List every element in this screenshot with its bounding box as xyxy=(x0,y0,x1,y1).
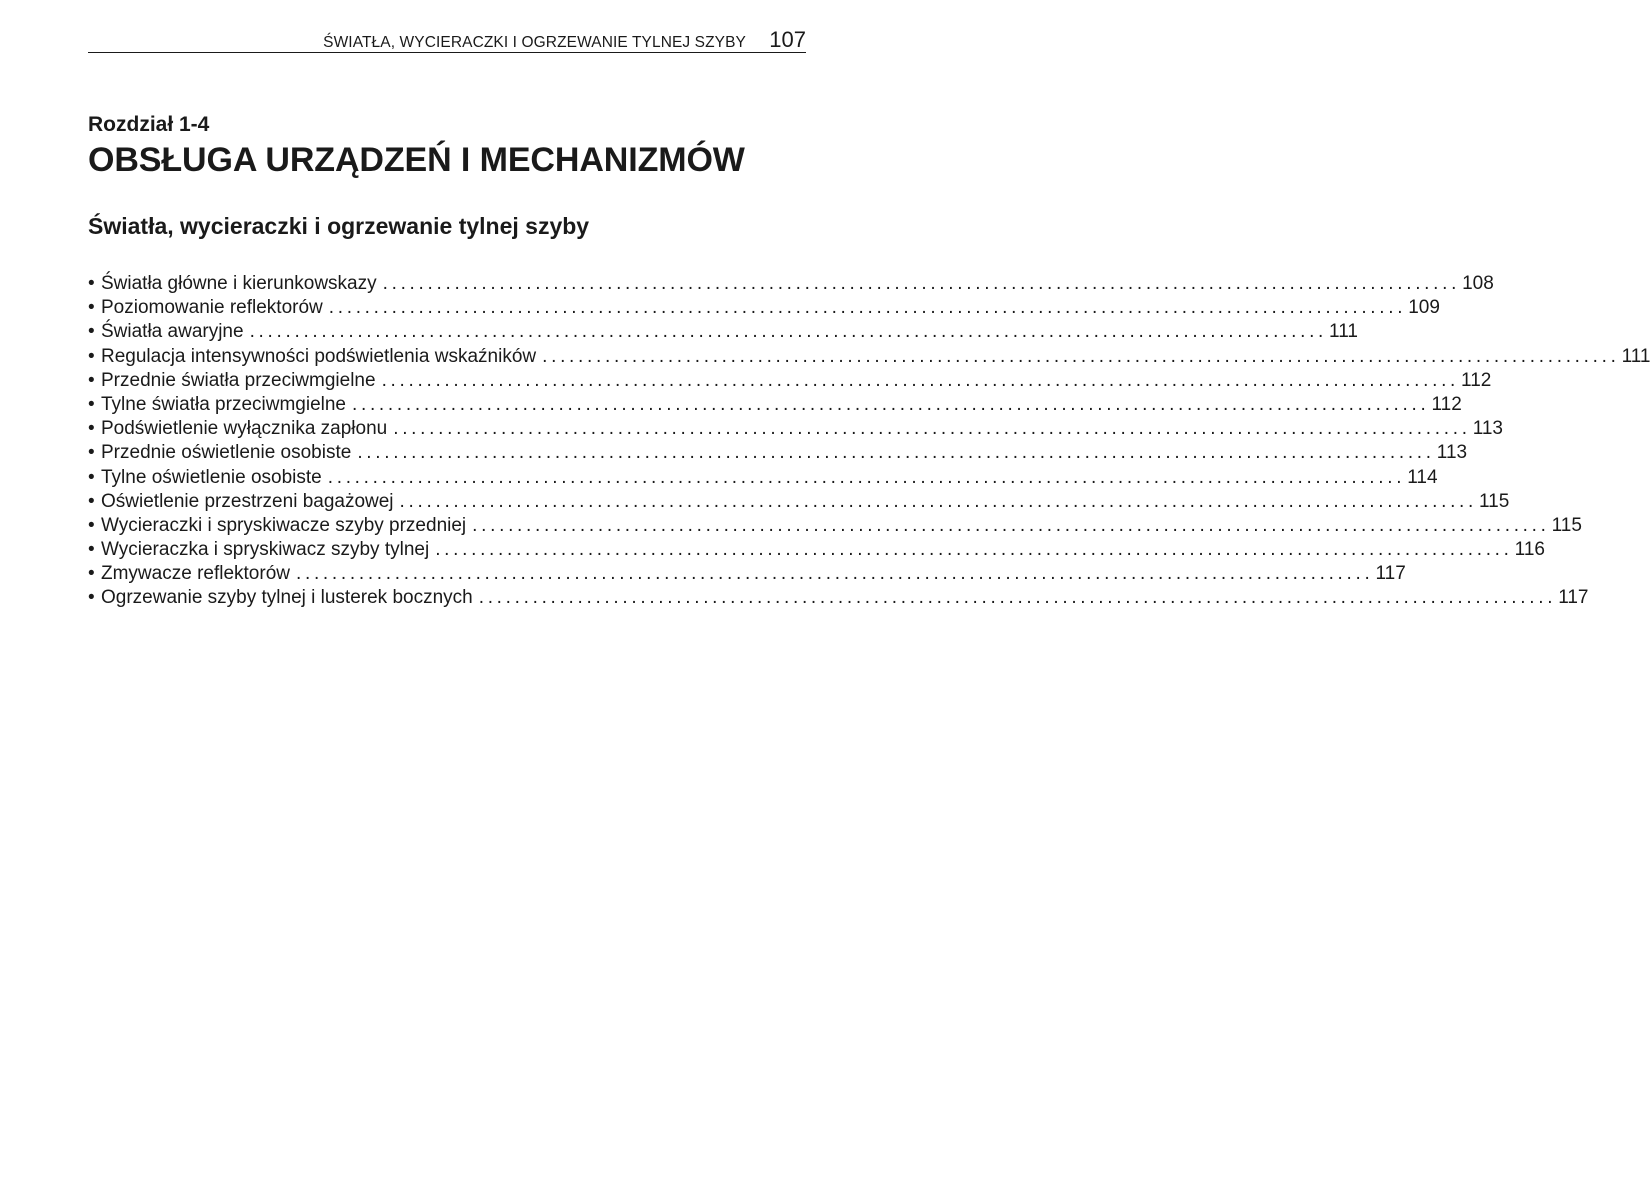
toc-entry[interactable] xyxy=(88,586,1589,610)
dot-leader: ........................................................................................................................ xyxy=(399,490,1478,512)
toc-entry[interactable] xyxy=(88,538,1545,562)
toc-entry-page: 112 xyxy=(1431,393,1462,415)
dot-leader: ........................................................................................................................ xyxy=(542,345,1620,367)
section-title: Światła, wycieraczki i ogrzewanie tylnej szyby xyxy=(88,213,590,239)
toc-entry[interactable] xyxy=(88,393,1462,417)
toc-entry-title: Światła główne i kierunkowskazy xyxy=(101,273,377,294)
toc-entry-title: Przednie światła przeciwmgielne xyxy=(101,369,376,391)
bullet-icon: • xyxy=(88,563,95,585)
toc-entry-page: 109 xyxy=(1408,297,1440,319)
toc-entry[interactable] xyxy=(88,369,1492,393)
chapter-label: Rozdział 1-4 xyxy=(88,113,210,136)
toc-entry-page: 111 xyxy=(1329,321,1358,343)
table-of-contents xyxy=(88,272,1650,611)
toc-entry-title: Regulacja intensywności podświetlenia wskaźników xyxy=(101,345,537,367)
toc-entry-title: Światła awaryjne xyxy=(101,321,244,343)
toc-entry-title: Wycieraczki i spryskiwacze szyby przedniej xyxy=(101,514,467,536)
toc-entry[interactable] xyxy=(88,514,1582,538)
toc-entry-title: Zmywacze reflektorów xyxy=(101,563,290,585)
bullet-icon: • xyxy=(88,514,95,536)
toc-entry[interactable] xyxy=(88,441,1468,465)
running-header xyxy=(88,26,806,53)
toc-entry-page: 117 xyxy=(1375,563,1406,585)
bullet-icon: • xyxy=(88,273,95,294)
toc-entry-title: Przednie oświetlenie osobiste xyxy=(101,442,352,464)
dot-leader: ........................................................................................................................ xyxy=(249,321,1328,343)
toc-entry-title: Podświetlenie wyłącznika zapłonu xyxy=(101,418,388,440)
dot-leader: ........................................................................................................................ xyxy=(328,297,1407,319)
dot-leader: ........................................................................................................................ xyxy=(393,418,1471,440)
bullet-icon: • xyxy=(88,539,95,561)
toc-entry-page: 114 xyxy=(1407,466,1438,488)
toc-entry-title: Tylne oświetlenie osobiste xyxy=(101,466,322,488)
dot-leader: ........................................................................................................................ xyxy=(381,369,1460,391)
toc-entry[interactable] xyxy=(88,296,1440,320)
bullet-icon: • xyxy=(88,466,95,488)
toc-entry-title: Poziomowanie reflektorów xyxy=(101,297,323,319)
dot-leader: ........................................................................................................................ xyxy=(478,587,1557,609)
toc-entry[interactable] xyxy=(88,490,1510,514)
toc-entry[interactable] xyxy=(88,345,1650,369)
dot-leader: ........................................................................................................................ xyxy=(382,273,1461,294)
dot-leader: ........................................................................................................................ xyxy=(296,563,1374,585)
dot-leader: ........................................................................................................................ xyxy=(357,442,1435,464)
bullet-icon: • xyxy=(88,490,95,512)
toc-entry-page: 113 xyxy=(1472,418,1503,440)
toc-entry-page: 108 xyxy=(1462,273,1494,294)
toc-entry-title: Oświetlenie przestrzeni bagażowej xyxy=(101,490,394,512)
toc-entry[interactable] xyxy=(88,562,1406,586)
toc-entry[interactable] xyxy=(88,417,1503,441)
toc-entry-page: 115 xyxy=(1479,490,1510,512)
bullet-icon: • xyxy=(88,345,95,367)
toc-entry-page: 113 xyxy=(1436,442,1468,464)
toc-entry-page: 115 xyxy=(1551,514,1582,536)
toc-entry-title: Wycieraczka i spryskiwacz szyby tylnej xyxy=(101,539,430,561)
bullet-icon: • xyxy=(88,393,95,415)
toc-entry[interactable] xyxy=(88,272,1494,296)
chapter-title: OBSŁUGA URZĄDZEŃ I MECHANIZMÓW xyxy=(88,141,745,179)
running-title: ŚWIATŁA, WYCIERACZKI I OGRZEWANIE TYLNEJ SZYBY xyxy=(323,34,746,51)
toc-entry-page: 117 xyxy=(1558,587,1589,609)
bullet-icon: • xyxy=(88,369,95,391)
bullet-icon: • xyxy=(88,587,95,609)
toc-entry-title: Tylne światła przeciwmgielne xyxy=(101,393,346,415)
dot-leader: ........................................................................................................................ xyxy=(435,539,1513,561)
bullet-icon: • xyxy=(88,297,95,319)
dot-leader: ........................................................................................................................ xyxy=(472,514,1550,536)
dot-leader: ........................................................................................................................ xyxy=(352,393,1430,415)
dot-leader: ........................................................................................................................ xyxy=(327,466,1406,488)
page-number: 107 xyxy=(769,27,806,52)
toc-entry-page: 116 xyxy=(1514,539,1545,561)
toc-entry-page: 111 xyxy=(1621,345,1650,367)
bullet-icon: • xyxy=(88,442,95,464)
toc-entry[interactable] xyxy=(88,320,1358,344)
bullet-icon: • xyxy=(88,418,95,440)
toc-entry[interactable] xyxy=(88,466,1438,490)
bullet-icon: • xyxy=(88,321,95,343)
toc-entry-title: Ogrzewanie szyby tylnej i lusterek bocznych xyxy=(101,587,473,609)
toc-entry-page: 112 xyxy=(1461,369,1492,391)
